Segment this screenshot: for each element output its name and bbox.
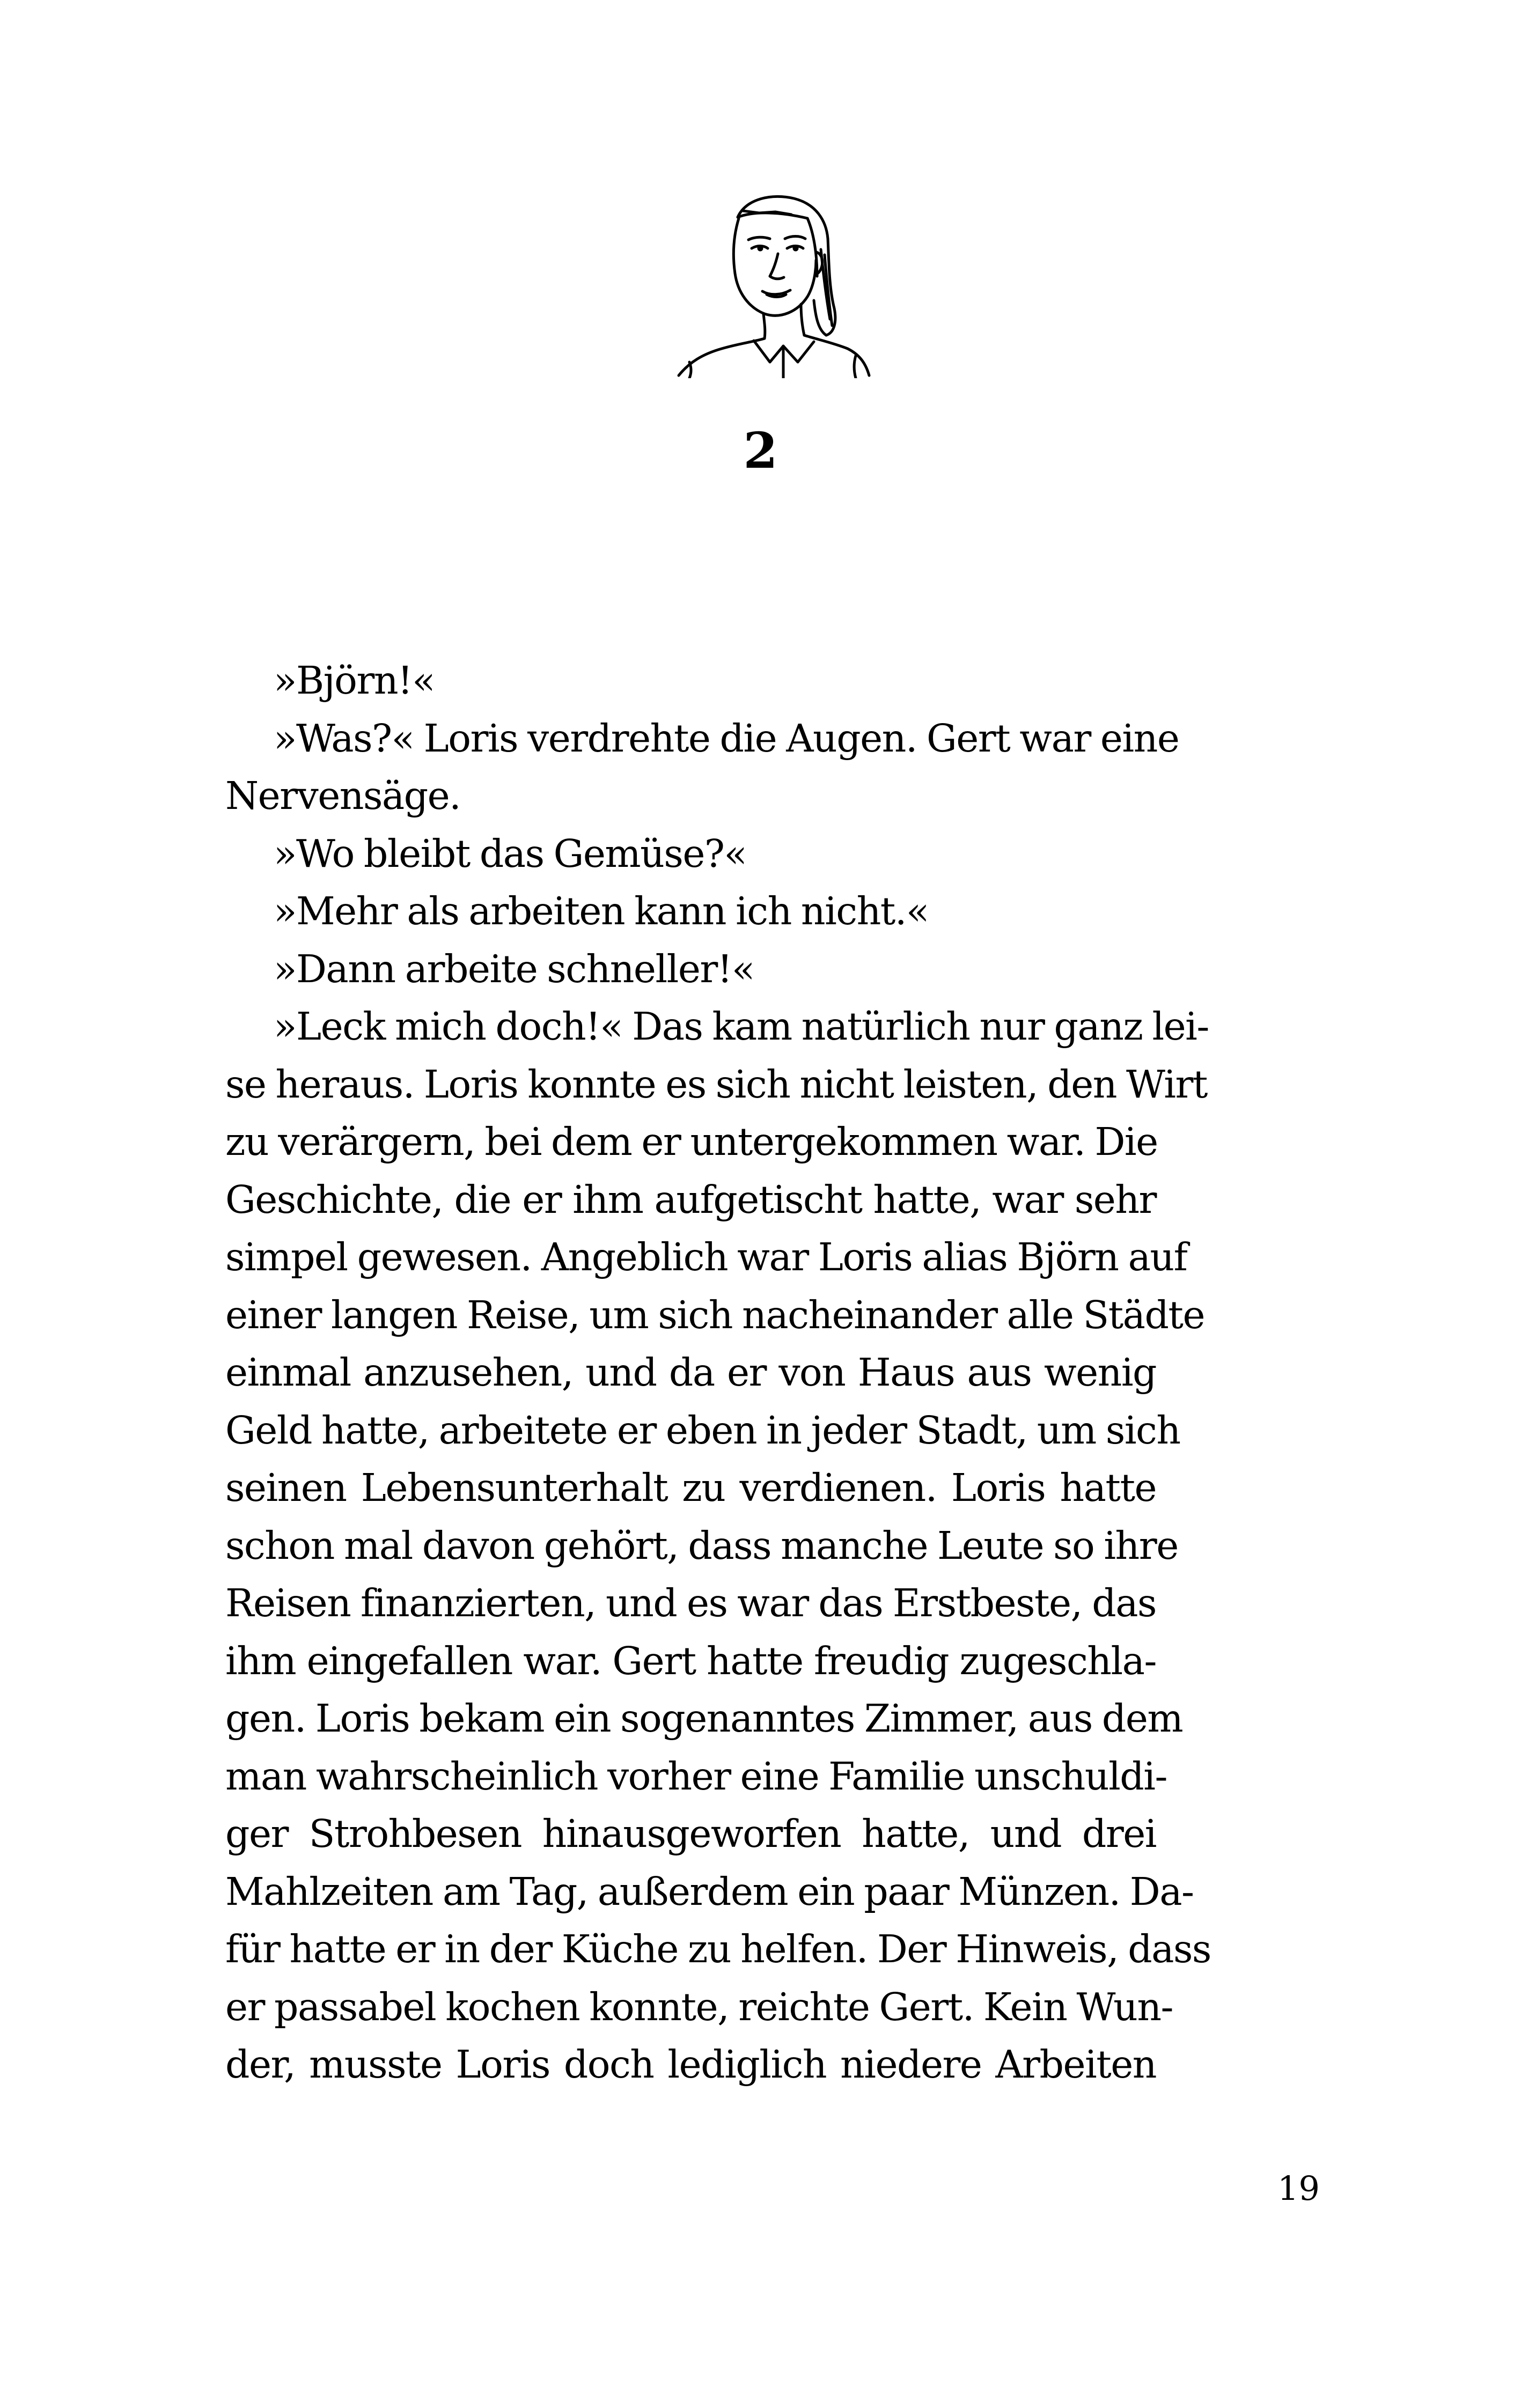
- text-line: Nervensäge.: [225, 774, 461, 818]
- text-line: der, musste Loris doch lediglich niedere Arbeiten: [225, 2042, 1156, 2087]
- text-line: »Dann arbeite schneller!«: [274, 946, 754, 991]
- text-line: ger Strohbesen hinausgeworfen hatte, und drei: [225, 1811, 1156, 1856]
- text-line: gen. Loris bekam ein sogenanntes Zimmer, aus dem: [225, 1696, 1183, 1741]
- text-line: »Mehr als arbeiten kann ich nicht.«: [274, 889, 929, 933]
- body-text: [225, 652, 1211, 2094]
- text-line: »Wo bleibt das Gemüse?«: [274, 831, 747, 876]
- text-line: zu verärgern, bei dem er untergekommen war. Die: [225, 1120, 1158, 1164]
- text-line: ihm eingefallen war. Gert hatte freudig zugeschla-: [225, 1638, 1156, 1683]
- text-line: »Leck mich doch!« Das kam natürlich nur ganz lei-: [274, 1004, 1209, 1049]
- text-line: Geschichte, die er ihm aufgetischt hatte, war sehr: [225, 1177, 1156, 1222]
- text-line: man wahrscheinlich vorher eine Familie unschuldi-: [225, 1754, 1167, 1799]
- chapter-number: 2: [743, 422, 778, 480]
- text-line: einer langen Reise, um sich nacheinander alle Städte: [225, 1292, 1204, 1337]
- text-line: Reisen finanzierten, und es war das Erstbeste, das: [225, 1581, 1156, 1625]
- text-line: einmal anzusehen, und da er von Haus aus wenig: [225, 1350, 1156, 1395]
- text-line: für hatte er in der Küche zu helfen. Der Hinweis, dass: [225, 1927, 1211, 1971]
- text-line: er passabel kochen konnte, reichte Gert. Kein Wun-: [225, 1984, 1173, 2029]
- text-line: seinen Lebensunterhalt zu verdienen. Loris hatte: [225, 1466, 1156, 1510]
- character-portrait-illustration: [673, 185, 872, 378]
- page-number: 19: [1277, 2169, 1320, 2208]
- text-line: Geld hatte, arbeitete er eben in jeder Stadt, um sich: [225, 1408, 1180, 1453]
- text-line: »Was?« Loris verdrehte die Augen. Gert war eine: [274, 716, 1179, 761]
- text-line: se heraus. Loris konnte es sich nicht leisten, den Wirt: [225, 1062, 1207, 1107]
- text-line: schon mal davon gehört, dass manche Leute so ihre: [225, 1523, 1178, 1568]
- text-line: Mahlzeiten am Tag, außerdem ein paar Münzen. Da-: [225, 1869, 1194, 1914]
- text-line: simpel gewesen. Angeblich war Loris alias Björn auf: [225, 1235, 1187, 1279]
- text-line: »Björn!«: [274, 658, 435, 703]
